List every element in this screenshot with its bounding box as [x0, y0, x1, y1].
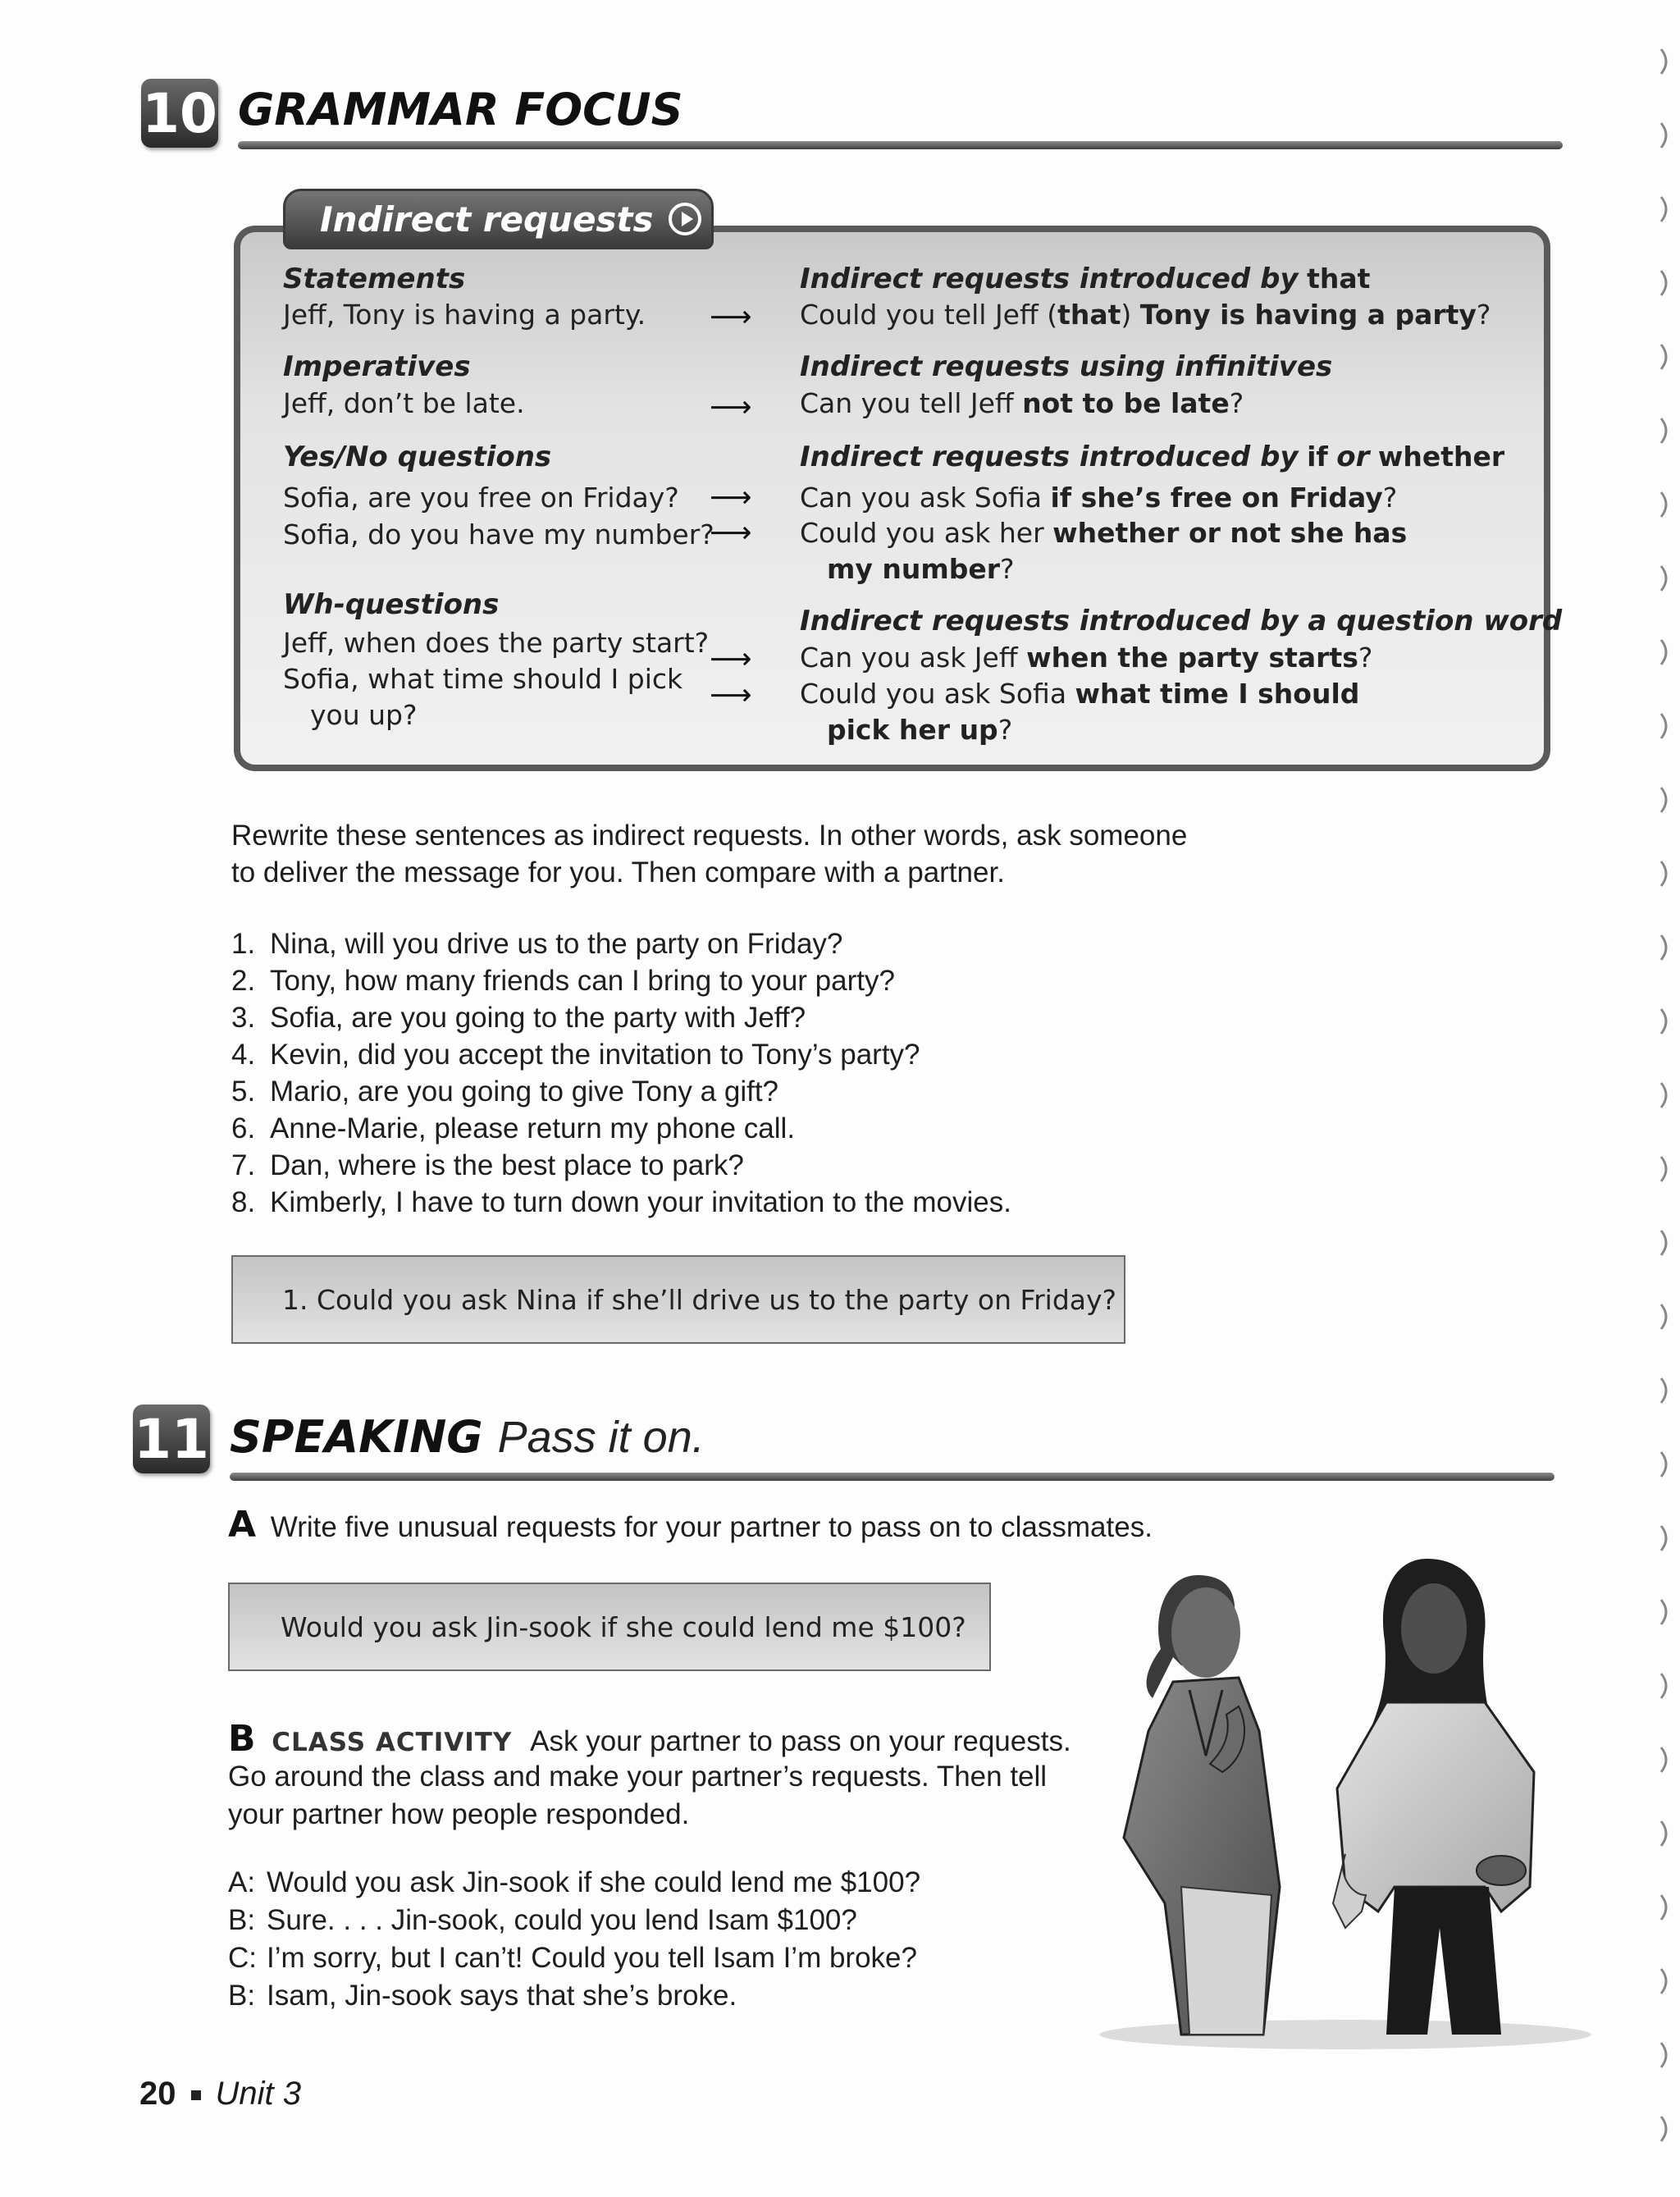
question-word-heading: Indirect requests introduced by a question word — [800, 605, 1563, 637]
page-number: 20 — [139, 2076, 176, 2112]
section-11-rule — [230, 1473, 1554, 1481]
audio-play-icon[interactable] — [669, 203, 701, 235]
right-woman-figure — [1333, 1559, 1534, 2035]
class-activity-label: CLASS ACTIVITY — [272, 1728, 513, 1757]
section-11-number: 11 — [133, 1405, 210, 1473]
imperatives-heading: Imperatives — [283, 350, 471, 383]
statement-example: Jeff, Tony is having a party. — [283, 299, 646, 331]
list-item: 6. Anne-Marie, please return my phone call. — [231, 1112, 796, 1144]
arrow-icon: ⟶ — [710, 516, 752, 550]
yesno-example-1: Sofia, are you free on Friday? — [283, 482, 679, 514]
page-footer — [139, 2076, 301, 2112]
part-a-text: Write five unusual requests for your partner to pass on to classmates. — [270, 1511, 1153, 1543]
list-item: 7. Dan, where is the best place to park? — [231, 1149, 744, 1181]
dialogue-line: A: Would you ask Jin-sook if she could lend me $100? — [228, 1866, 921, 1898]
section-10-rule — [238, 141, 1563, 149]
unit-label: Unit 3 — [215, 2076, 301, 2112]
list-item: 1. Nina, will you drive us to the party on Friday? — [231, 928, 843, 960]
yesno-example-2: Sofia, do you have my number? — [283, 518, 714, 550]
section-10-title: GRAMMAR FOCUS — [238, 84, 683, 135]
question-word-example-2: Could you ask Sofia what time I should — [800, 678, 1360, 710]
if-example-2-cont: my number? — [827, 553, 1015, 585]
dialogue-line: C: I’m sorry, but I can’t! Could you tell Isam I’m broke? — [228, 1942, 917, 1974]
binding-edge — [1637, 0, 1680, 2197]
infinitives-example: Can you tell Jeff not to be late? — [800, 387, 1244, 419]
that-example: Could you tell Jeff (that) Tony is having a party? — [800, 299, 1491, 331]
grammar-box-title: Indirect requests — [320, 199, 654, 240]
wh-example-2a: Sofia, what time should I pick — [283, 663, 683, 695]
if-example-2: Could you ask her whether or not she has — [800, 517, 1408, 549]
wh-example-2b: you up? — [310, 699, 418, 731]
arrow-icon: ⟶ — [710, 391, 752, 424]
infinitives-heading: Indirect requests using infinitives — [800, 350, 1333, 383]
arrow-icon: ⟶ — [710, 678, 752, 712]
list-item: 3. Sofia, are you going to the party with Jeff? — [231, 1002, 806, 1034]
left-woman-figure — [1124, 1575, 1280, 2035]
question-word-example-1: Can you ask Jeff when the party starts? — [800, 642, 1373, 674]
arrow-icon: ⟶ — [710, 481, 752, 514]
footer-bullet-icon — [191, 2090, 201, 2100]
question-word-example-2-cont: pick her up? — [827, 714, 1013, 746]
example-answer-box — [231, 1255, 1125, 1344]
list-item: 4. Kevin, did you accept the invitation to Tony’s party? — [231, 1039, 920, 1071]
dialogue-line: B: Sure. . . . Jin-sook, could you lend Isam $100? — [228, 1904, 857, 1936]
yesno-heading: Yes/No questions — [283, 441, 552, 473]
part-b-line-1: B CLASS ACTIVITY Ask your partner to pass on your requests. — [228, 1718, 1071, 1760]
imperative-example: Jeff, don’t be late. — [283, 387, 525, 419]
instructions-line-2: to deliver the message for you. Then compare with a partner. — [231, 856, 1005, 888]
arrow-icon: ⟶ — [710, 642, 752, 676]
list-item: 8. Kimberly, I have to turn down your invitation to the movies. — [231, 1186, 1011, 1218]
wh-heading: Wh-questions — [283, 588, 500, 621]
part-b-line-3: your partner how people responded. — [228, 1798, 690, 1830]
part-a — [228, 1506, 1153, 1546]
part-a-letter: A — [228, 1504, 257, 1546]
if-whether-heading: Indirect requests introduced by if or whether — [800, 441, 1505, 473]
that-heading: Indirect requests introduced by that — [800, 263, 1371, 295]
example-answer: 1. Could you ask Nina if she’ll drive us to the party on Friday? — [282, 1283, 1117, 1316]
part-b-line-2: Go around the class and make your partner’s requests. Then tell — [228, 1761, 1048, 1793]
section-11-subtitle: Pass it on. — [497, 1413, 705, 1462]
part-a-example-box — [228, 1583, 991, 1671]
dialogue-line: B: Isam, Jin-sook says that she’s broke. — [228, 1980, 737, 2012]
instructions-line-1: Rewrite these sentences as indirect requests. In other words, ask someone — [231, 820, 1188, 852]
list-item: 2. Tony, how many friends can I bring to your party? — [231, 965, 895, 997]
arrow-icon: ⟶ — [710, 300, 752, 334]
section-11-title: SPEAKING Pass it on. — [230, 1411, 705, 1463]
grammar-box-tab — [283, 189, 714, 249]
two-women-illustration — [1075, 1542, 1616, 2051]
wh-example-1: Jeff, when does the party start? — [283, 627, 710, 659]
statements-heading: Statements — [283, 263, 466, 295]
if-example-1: Can you ask Sofia if she’s free on Friday? — [800, 482, 1398, 514]
section-10-number: 10 — [141, 79, 218, 148]
list-item: 5. Mario, are you going to give Tony a gift? — [231, 1076, 779, 1108]
part-a-example: Would you ask Jin-sook if she could lend me $100? — [281, 1610, 966, 1643]
part-b-letter: B — [228, 1718, 256, 1760]
